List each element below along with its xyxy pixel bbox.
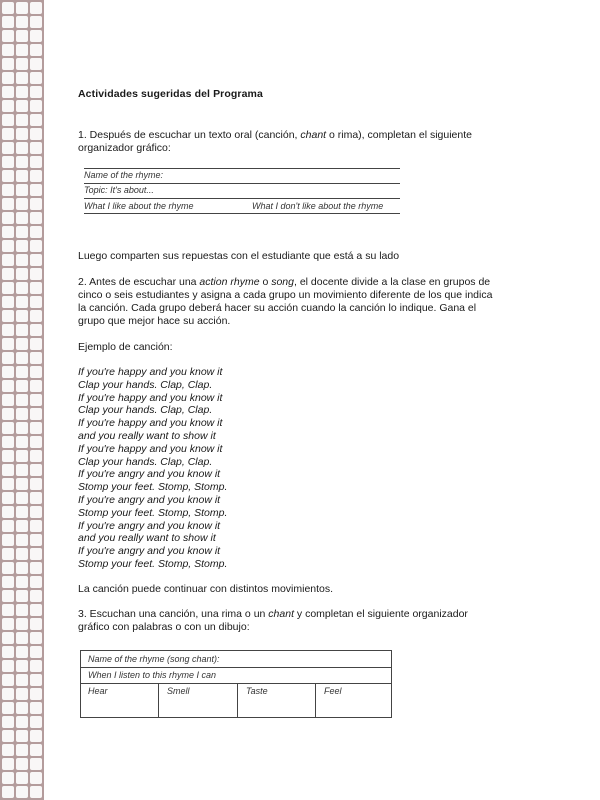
margin-square bbox=[16, 590, 28, 602]
margin-square bbox=[2, 772, 14, 784]
margin-square bbox=[16, 128, 28, 140]
table2-listen-label: When I listen to this rhyme I can bbox=[88, 670, 217, 680]
margin-square bbox=[16, 660, 28, 672]
song-line: and you really want to show it bbox=[78, 532, 216, 545]
margin-square bbox=[16, 58, 28, 70]
margin-square bbox=[30, 576, 42, 588]
margin-square bbox=[30, 30, 42, 42]
margin-square bbox=[2, 310, 14, 322]
margin-square bbox=[2, 324, 14, 336]
margin-square bbox=[2, 506, 14, 518]
margin-square bbox=[30, 240, 42, 252]
margin-square bbox=[16, 170, 28, 182]
table2-col-hear: Hear bbox=[88, 686, 108, 696]
margin-square bbox=[2, 464, 14, 476]
margin-square bbox=[2, 604, 14, 616]
table1-dislike-label: What I don't like about the rhyme bbox=[252, 201, 384, 211]
song-line: Stomp your feet. Stomp, Stomp. bbox=[78, 481, 228, 494]
table1-rule bbox=[84, 213, 400, 214]
margin-square bbox=[30, 184, 42, 196]
margin-square bbox=[2, 562, 14, 574]
table2-rule bbox=[80, 650, 392, 651]
margin-square bbox=[2, 128, 14, 140]
margin-square bbox=[16, 772, 28, 784]
margin-square bbox=[2, 282, 14, 294]
margin-square bbox=[2, 478, 14, 490]
table2-rule bbox=[80, 667, 392, 668]
margin-square bbox=[16, 604, 28, 616]
margin-square bbox=[16, 72, 28, 84]
margin-square bbox=[30, 646, 42, 658]
margin-square bbox=[2, 114, 14, 126]
continue-note: La canción puede continuar con distintos movimientos. bbox=[78, 583, 334, 595]
margin-square bbox=[2, 534, 14, 546]
margin-square bbox=[30, 2, 42, 14]
margin-square bbox=[16, 114, 28, 126]
margin-square bbox=[30, 604, 42, 616]
margin-square bbox=[16, 30, 28, 42]
margin-square bbox=[30, 366, 42, 378]
margin-square bbox=[16, 478, 28, 490]
example-label: Ejemplo de canción: bbox=[78, 341, 173, 353]
song-line: If you're happy and you know it bbox=[78, 366, 223, 378]
share-instruction: Luego comparten sus repuestas con el estudiante que está a su lado bbox=[78, 250, 400, 262]
margin-square bbox=[2, 716, 14, 728]
song-line: If you're angry and you know it bbox=[78, 545, 221, 558]
margin-square bbox=[30, 170, 42, 182]
item2-instructions bbox=[78, 276, 522, 328]
item2-text-song: song bbox=[271, 276, 294, 288]
margin-square bbox=[30, 352, 42, 364]
margin-square bbox=[30, 660, 42, 672]
margin-square bbox=[30, 744, 42, 756]
margin-square bbox=[2, 646, 14, 658]
margin-square bbox=[30, 44, 42, 56]
song-line: and you really want to show it bbox=[78, 429, 216, 442]
margin-square bbox=[30, 436, 42, 448]
margin-square bbox=[2, 688, 14, 700]
margin-square bbox=[16, 324, 28, 336]
margin-square bbox=[30, 338, 42, 350]
table1-name-label: Name of the rhyme: bbox=[84, 170, 164, 180]
margin-square bbox=[30, 688, 42, 700]
table2-col-feel: Feel bbox=[324, 686, 342, 696]
margin-square bbox=[2, 100, 14, 112]
item2-line-4: grupo que mejor hace su acción. bbox=[78, 315, 231, 327]
margin-square bbox=[2, 30, 14, 42]
margin-square bbox=[2, 408, 14, 420]
table1-rule bbox=[84, 168, 400, 169]
margin-square bbox=[16, 520, 28, 532]
margin-square bbox=[16, 576, 28, 588]
margin-square bbox=[16, 2, 28, 14]
margin-square bbox=[2, 730, 14, 742]
margin-square bbox=[16, 394, 28, 406]
margin-square bbox=[16, 464, 28, 476]
margin-square bbox=[30, 422, 42, 434]
margin-square bbox=[30, 730, 42, 742]
margin-square bbox=[16, 296, 28, 308]
margin-square bbox=[2, 254, 14, 266]
song-lyrics bbox=[78, 366, 227, 571]
margin-square bbox=[30, 268, 42, 280]
margin-square bbox=[30, 212, 42, 224]
margin-square bbox=[30, 282, 42, 294]
song-line: Stomp your feet. Stomp, Stomp. bbox=[78, 506, 228, 519]
margin-square bbox=[16, 492, 28, 504]
table2-rule bbox=[158, 683, 159, 718]
song-line: Clap your hands. Clap, Clap. bbox=[78, 404, 213, 417]
margin-square bbox=[2, 618, 14, 630]
table1-rule bbox=[84, 183, 400, 184]
table2-rule bbox=[391, 650, 392, 718]
song-line: Clap your hands. Clap, Clap. bbox=[78, 378, 213, 391]
margin-square bbox=[16, 562, 28, 574]
margin-square bbox=[2, 632, 14, 644]
item1-text-chant: chant bbox=[300, 129, 327, 141]
margin-square bbox=[16, 716, 28, 728]
margin-square bbox=[16, 688, 28, 700]
margin-square bbox=[30, 114, 42, 126]
margin-square bbox=[2, 436, 14, 448]
item3-text-chant: chant bbox=[268, 608, 294, 620]
margin-square bbox=[2, 240, 14, 252]
margin-square bbox=[30, 16, 42, 28]
table1-rule bbox=[84, 198, 400, 199]
margin-square bbox=[30, 408, 42, 420]
item1-text-c: organizador gráfico: bbox=[78, 142, 171, 154]
margin-square bbox=[2, 44, 14, 56]
margin-square bbox=[2, 758, 14, 770]
margin-square bbox=[2, 352, 14, 364]
margin-square bbox=[30, 772, 42, 784]
margin-square bbox=[2, 142, 14, 154]
margin-square bbox=[2, 576, 14, 588]
margin-square bbox=[16, 646, 28, 658]
table2-rule bbox=[80, 683, 392, 684]
margin-square bbox=[16, 380, 28, 392]
margin-square bbox=[30, 254, 42, 266]
margin-square bbox=[30, 394, 42, 406]
margin-square bbox=[16, 436, 28, 448]
margin-square bbox=[30, 156, 42, 168]
item2-line-3: la canción. Cada grupo deberá hacer su acción cuando la canción lo indique. Gana el bbox=[78, 302, 477, 314]
margin-square bbox=[30, 590, 42, 602]
margin-square bbox=[16, 44, 28, 56]
margin-square bbox=[16, 366, 28, 378]
margin-square bbox=[2, 744, 14, 756]
margin-square bbox=[2, 170, 14, 182]
decorative-margin-strip bbox=[0, 0, 44, 800]
margin-square bbox=[2, 184, 14, 196]
item3-line-2: gráfico con palabras o con un dibujo: bbox=[78, 621, 250, 633]
margin-square bbox=[30, 226, 42, 238]
table2-rule bbox=[315, 683, 316, 718]
song-line: If you're happy and you know it bbox=[78, 391, 223, 404]
song-line: If you're angry and you know it bbox=[78, 519, 221, 532]
margin-square bbox=[30, 142, 42, 154]
margin-square bbox=[30, 786, 42, 798]
margin-square bbox=[2, 702, 14, 714]
margin-square bbox=[16, 674, 28, 686]
margin-square bbox=[16, 184, 28, 196]
margin-square bbox=[16, 338, 28, 350]
margin-square bbox=[30, 548, 42, 560]
margin-square bbox=[30, 72, 42, 84]
margin-square bbox=[16, 422, 28, 434]
margin-square bbox=[16, 156, 28, 168]
margin-square bbox=[16, 100, 28, 112]
song-line: If you're angry and you know it bbox=[78, 493, 221, 506]
margin-square bbox=[2, 58, 14, 70]
margin-square bbox=[16, 16, 28, 28]
margin-square bbox=[30, 534, 42, 546]
margin-square bbox=[30, 324, 42, 336]
margin-square bbox=[16, 506, 28, 518]
margin-square bbox=[2, 520, 14, 532]
margin-square bbox=[30, 380, 42, 392]
margin-square bbox=[30, 464, 42, 476]
margin-square bbox=[2, 366, 14, 378]
margin-square bbox=[2, 2, 14, 14]
margin-square bbox=[16, 212, 28, 224]
margin-square bbox=[2, 72, 14, 84]
song-line: Stomp your feet. Stomp, Stomp. bbox=[78, 557, 228, 570]
table2-rule bbox=[237, 683, 238, 718]
margin-square bbox=[16, 408, 28, 420]
table1-like-label: What I like about the rhyme bbox=[84, 201, 194, 211]
item2-text-b: , el docente divide a la clase en grupos de bbox=[294, 276, 491, 288]
item1-text-a: 1. Después de escuchar un texto oral (canción, bbox=[78, 129, 301, 141]
organizer-table-2 bbox=[80, 650, 392, 718]
margin-square bbox=[16, 702, 28, 714]
margin-square bbox=[30, 674, 42, 686]
margin-square bbox=[30, 478, 42, 490]
margin-square bbox=[2, 492, 14, 504]
organizer-table-1 bbox=[84, 168, 400, 214]
margin-square bbox=[30, 520, 42, 532]
margin-square bbox=[2, 590, 14, 602]
margin-square bbox=[16, 618, 28, 630]
margin-square bbox=[30, 58, 42, 70]
song-line: If you're happy and you know it bbox=[78, 442, 223, 455]
margin-square bbox=[16, 240, 28, 252]
margin-square bbox=[2, 660, 14, 672]
margin-square bbox=[16, 450, 28, 462]
margin-square bbox=[2, 380, 14, 392]
margin-square bbox=[2, 156, 14, 168]
margin-square bbox=[16, 534, 28, 546]
page-title: Actividades sugeridas del Programa bbox=[78, 88, 263, 100]
margin-square bbox=[2, 338, 14, 350]
margin-square bbox=[30, 198, 42, 210]
margin-square bbox=[30, 702, 42, 714]
margin-square bbox=[16, 352, 28, 364]
margin-square bbox=[16, 730, 28, 742]
song-line: If you're angry and you know it bbox=[78, 468, 221, 481]
margin-square bbox=[30, 632, 42, 644]
margin-square bbox=[16, 310, 28, 322]
margin-square bbox=[16, 786, 28, 798]
margin-square bbox=[16, 282, 28, 294]
item2-text-a: 2. Antes de escuchar una bbox=[78, 276, 200, 288]
table2-name-label: Name of the rhyme (song chant): bbox=[88, 654, 220, 664]
song-line: If you're happy and you know it bbox=[78, 417, 223, 430]
item3-text-b: y completan el siguiente organizador bbox=[293, 608, 468, 620]
margin-square bbox=[30, 716, 42, 728]
margin-square bbox=[16, 632, 28, 644]
margin-square bbox=[30, 758, 42, 770]
margin-square bbox=[30, 310, 42, 322]
margin-square bbox=[2, 86, 14, 98]
margin-square bbox=[30, 506, 42, 518]
margin-square bbox=[2, 450, 14, 462]
margin-square bbox=[16, 198, 28, 210]
margin-square bbox=[2, 674, 14, 686]
margin-square bbox=[30, 492, 42, 504]
item3-text-a: 3. Escuchan una canción, una rima o un bbox=[78, 608, 269, 620]
margin-square bbox=[16, 142, 28, 154]
item1-text-b: o rima), completan el siguiente bbox=[326, 129, 472, 141]
margin-square bbox=[30, 562, 42, 574]
margin-square bbox=[2, 212, 14, 224]
margin-square bbox=[30, 296, 42, 308]
table2-col-taste: Taste bbox=[246, 686, 268, 696]
margin-square bbox=[16, 86, 28, 98]
table1-topic-label: Topic: It's about... bbox=[84, 185, 154, 195]
margin-square bbox=[16, 744, 28, 756]
margin-square bbox=[2, 226, 14, 238]
margin-square bbox=[30, 450, 42, 462]
margin-square bbox=[16, 548, 28, 560]
margin-square bbox=[16, 758, 28, 770]
table2-col-smell: Smell bbox=[167, 686, 190, 696]
item2-text-action-rhyme: action rhyme bbox=[199, 276, 260, 288]
margin-square bbox=[30, 86, 42, 98]
margin-square bbox=[2, 422, 14, 434]
margin-square bbox=[30, 100, 42, 112]
item2-line-2: cinco o seis estudiantes y asigna a cada grupo un movimiento diferente de los que indica bbox=[78, 289, 493, 301]
margin-square bbox=[2, 198, 14, 210]
margin-square bbox=[2, 268, 14, 280]
margin-square bbox=[2, 548, 14, 560]
item1-instructions bbox=[78, 129, 522, 155]
table2-rule bbox=[80, 717, 392, 718]
margin-square bbox=[2, 16, 14, 28]
margin-square bbox=[16, 268, 28, 280]
table2-rule bbox=[80, 650, 81, 718]
margin-square bbox=[2, 786, 14, 798]
item2-text-o: o bbox=[259, 276, 272, 288]
margin-square bbox=[30, 128, 42, 140]
margin-square bbox=[2, 296, 14, 308]
item3-instructions bbox=[78, 608, 522, 634]
song-line: Clap your hands. Clap, Clap. bbox=[78, 455, 213, 468]
margin-square bbox=[16, 254, 28, 266]
margin-square bbox=[2, 394, 14, 406]
margin-square bbox=[30, 618, 42, 630]
margin-square bbox=[16, 226, 28, 238]
